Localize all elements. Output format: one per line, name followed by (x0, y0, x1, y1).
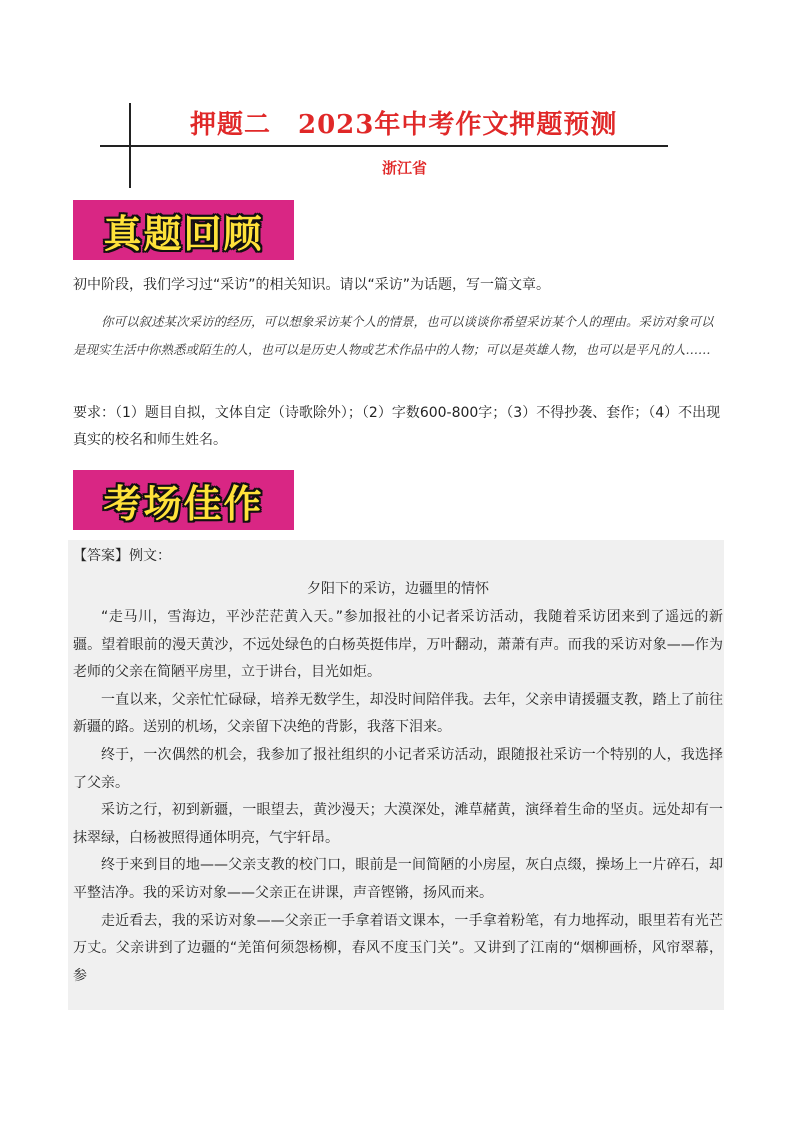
header-horizontal-rule (100, 145, 668, 147)
section-banner-showcase (73, 470, 294, 530)
essay-title: 夕阳下的采访，边疆里的情怀 (307, 581, 489, 597)
province-subtitle: 浙江省 (382, 159, 428, 177)
section-banner-showcase-label: 考场佳作 (103, 481, 264, 526)
prompt-requirements: 要求：（1）题目自拟，文体自定（诗歌除外）；（2）字数600-800字；（3）不得抄袭、套作；（4）不出现真实的校名和师生姓名。 (73, 405, 721, 448)
prompt-intro: 初中阶段，我们学习过“采访”的相关知识。请以“采访”为话题，写一篇文章。 (73, 277, 551, 293)
essay-paragraph: 一直以来，父亲忙忙碌碌，培养无数学生，却没时间陪伴我。去年，父亲申请援疆支教，踏上了前往新疆的路。送别的机场，父亲留下决绝的背影，我落下泪来。 (73, 691, 723, 736)
answer-label: 【答案】例文： (73, 548, 171, 564)
page-title: 押题二 2023年中考作文押题预测 (190, 110, 618, 140)
essay-body (73, 604, 723, 990)
essay-paragraph: 采访之行，初到新疆，一眼望去，黄沙漫天；大漠深处，滩草赭黄，演绎着生命的坚贞。远处却有一抹翠绿，白杨被照得通体明亮，气宇轩昂。 (73, 802, 723, 846)
prompt-guidance: 你可以叙述某次采访的经历，可以想象采访某个人的情景，也可以谈谈你希望采访某个人的理由。采访对象可以是现实生活中你熟悉或陌生的人，也可以是历史人物或艺术作品中的人物；可以是英雄人物，也可以是平凡的人…… (73, 314, 714, 357)
essay-paragraph: “走马川，雪海边，平沙茫茫黄入天。”参加报社的小记者采访活动，我随着采访团来到了遥远的新疆。望着眼前的漫天黄沙，不远处绿色的白杨英挺伟岸，万叶翻动，萧萧有声。而我的采访对象——作为老师的父亲在简陋平房里，立于讲台，目光如炬。 (73, 609, 723, 681)
section-banner-review-label: 真题回顾 (103, 211, 264, 256)
section-banner-review (73, 200, 294, 260)
essay-paragraph: 走近看去，我的采访对象——父亲正一手拿着语文课本，一手拿着粉笔，有力地挥动，眼里若有光芒万丈。父亲讲到了边疆的“羌笛何须怨杨柳，春风不度玉门关”。又讲到了江南的“烟柳画桥，风帘翠幕，参 (73, 912, 723, 984)
essay-paragraph: 终于，一次偶然的机会，我参加了报社组织的小记者采访活动，跟随报社采访一个特别的人，我选择了父亲。 (73, 746, 723, 791)
essay-paragraph: 终于来到目的地——父亲支教的校门口，眼前是一间简陋的小房屋，灰白点缀，操场上一片碎石，却平整洁净。我的采访对象——父亲正在讲课，声音铿锵，扬风而来。 (73, 857, 723, 901)
